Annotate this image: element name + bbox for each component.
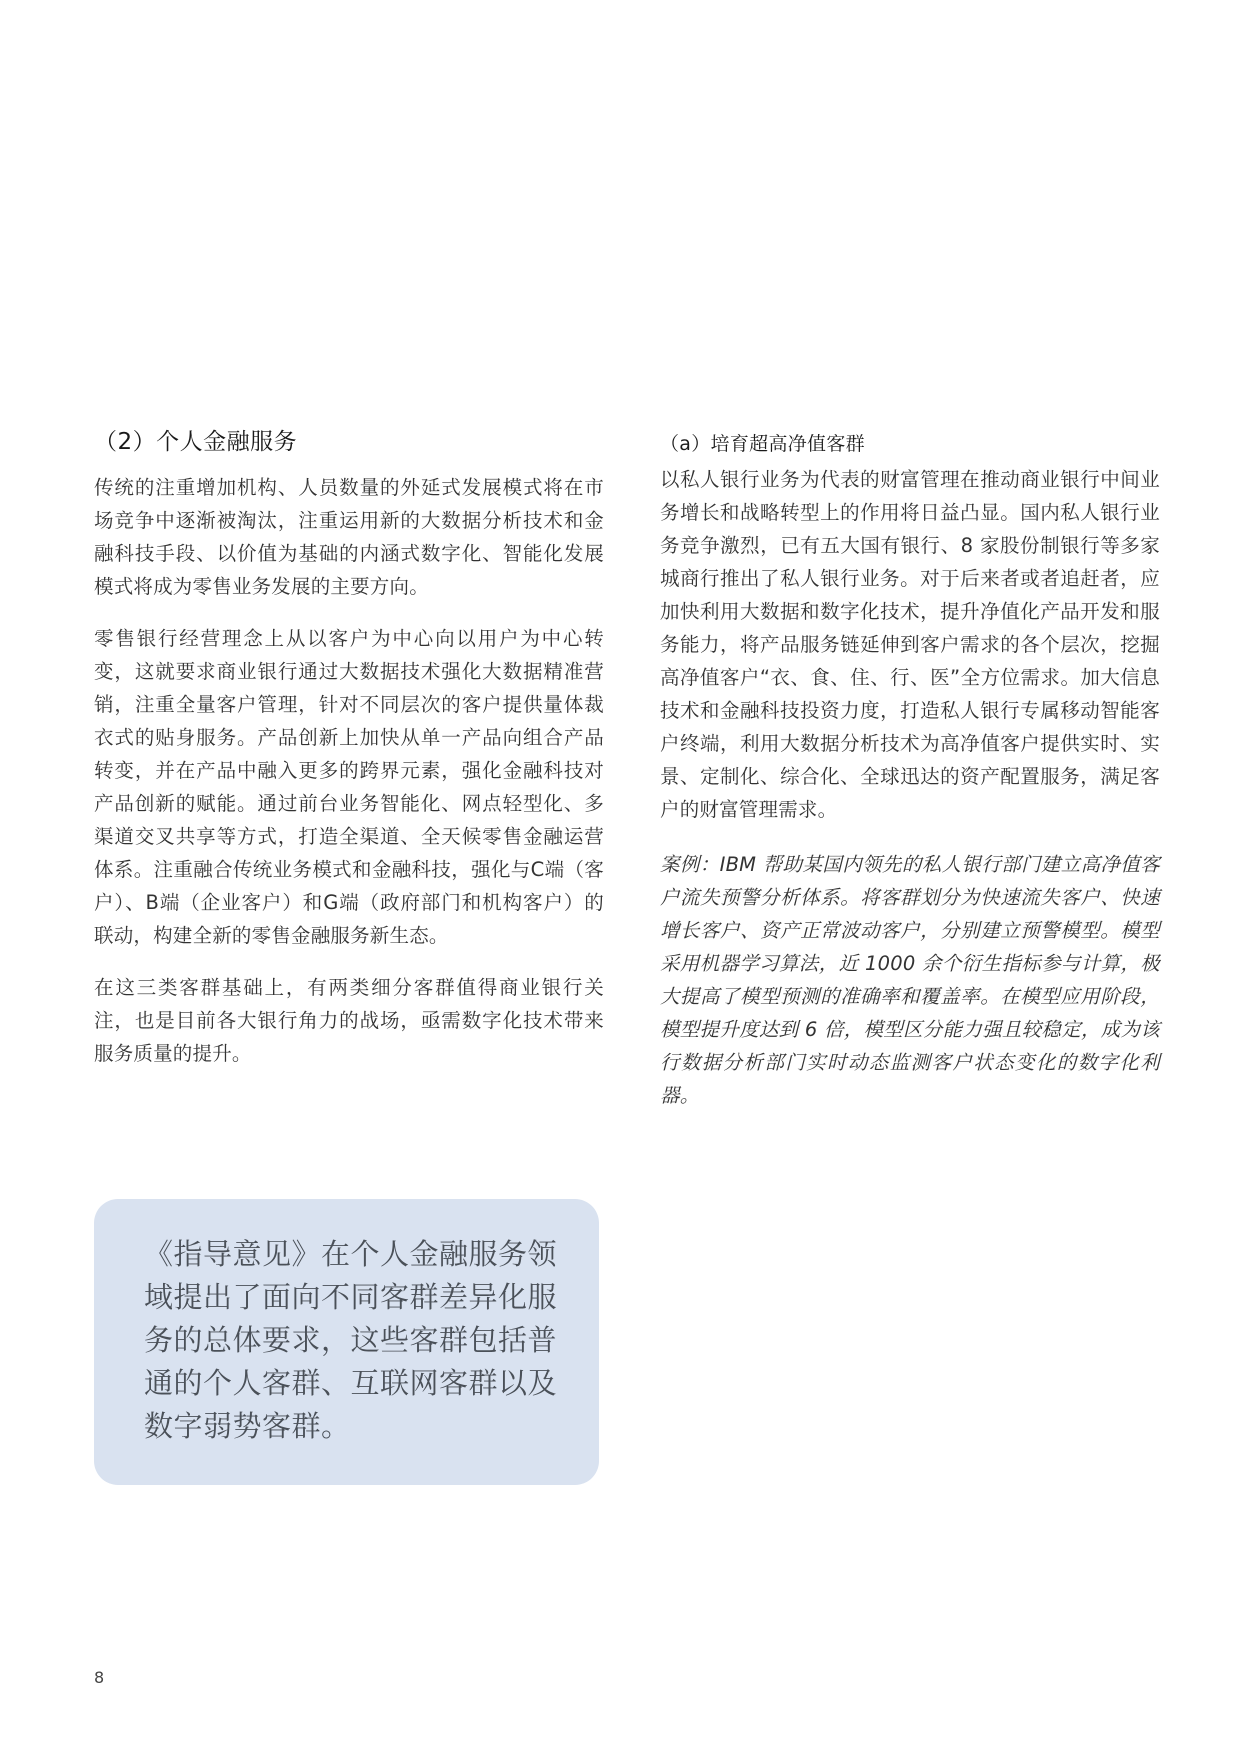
subsection-title: （a）培育超高净值客群	[660, 433, 865, 455]
body-paragraph: 在这三类客群基础上，有两类细分客群值得商业银行关注，也是目前各大银行角力的战场，亟需数字化技术带来服务质量的提升。	[94, 976, 604, 1065]
body-paragraph: 以私人银行业务为代表的财富管理在推动商业银行中间业务增长和战略转型上的作用将日益凸显。国内私人银行业务竞争激烈，已有五大国有银行、8 家股份制银行等多家城商行推出了私人银行业务。对于后来者或者追赶者，应加快利用大数据和数字化技术，提升净值化产品开发和服务能力，将产品服务链延伸到客户需求的各个层次，挖掘高净值客户“衣、食、住、行、医”全方位需求。加大信息技术和金融科技投资力度，打造私人银行专属移动智能客户终端，利用大数据分析技术为高净值客户提供实时、实景、定制化、综合化、全球迅达的资产配置服务，满足客户的财富管理需求。	[660, 468, 1160, 821]
body-paragraph: 零售银行经营理念上从以客户为中心向以用户为中心转变，这就要求商业银行通过大数据技术强化大数据精准营销，注重全量客户管理，针对不同层次的客户提供量体裁衣式的贴身服务。产品创新上加快从单一产品向组合产品转变，并在产品中融入更多的跨界元素，强化金融科技对产品创新的赋能。通过前台业务智能化、网点轻型化、多渠道交叉共享等方式，打造全渠道、全天候零售金融运营体系。注重融合传统业务模式和金融科技，强化与C端（客户）、B端（企业客户）和G端（政府部门和机构客户）的联动，构建全新的零售金融服务新生态。	[94, 627, 604, 947]
callout-box	[94, 1199, 599, 1485]
right-column	[660, 425, 1160, 1112]
left-column	[94, 425, 604, 1089]
case-study-paragraph: 案例：IBM 帮助某国内领先的私人银行部门建立高净值客户流失预警分析体系。将客群划分为快速流失客户、快速增长客户、资产正常波动客户，分别建立预警模型。模型采用机器学习算法，近 1000 余个衍生指标参与计算，极大提高了模型预测的准确率和覆盖率。在模型应用阶段，模型提升度达到 6 倍，模型区分能力强且较稳定，成为该行数据分析部门实时动态监测客户状态变化的数字化利器。	[660, 853, 1160, 1107]
section-title: （2）个人金融服务	[94, 429, 298, 455]
body-paragraph: 传统的注重增加机构、人员数量的外延式发展模式将在市场竞争中逐渐被淘汰，注重运用新的大数据分析技术和金融科技手段、以价值为基础的内涵式数字化、智能化发展模式将成为零售业务发展的主要方向。	[94, 476, 604, 598]
callout-quote: 《指导意见》在个人金融服务领域提出了面向不同客群差异化服务的总体要求，这些客群包括普通的个人客群、互联网客群以及数字弱势客群。	[144, 1237, 558, 1443]
page-number: 8	[94, 1668, 105, 1687]
